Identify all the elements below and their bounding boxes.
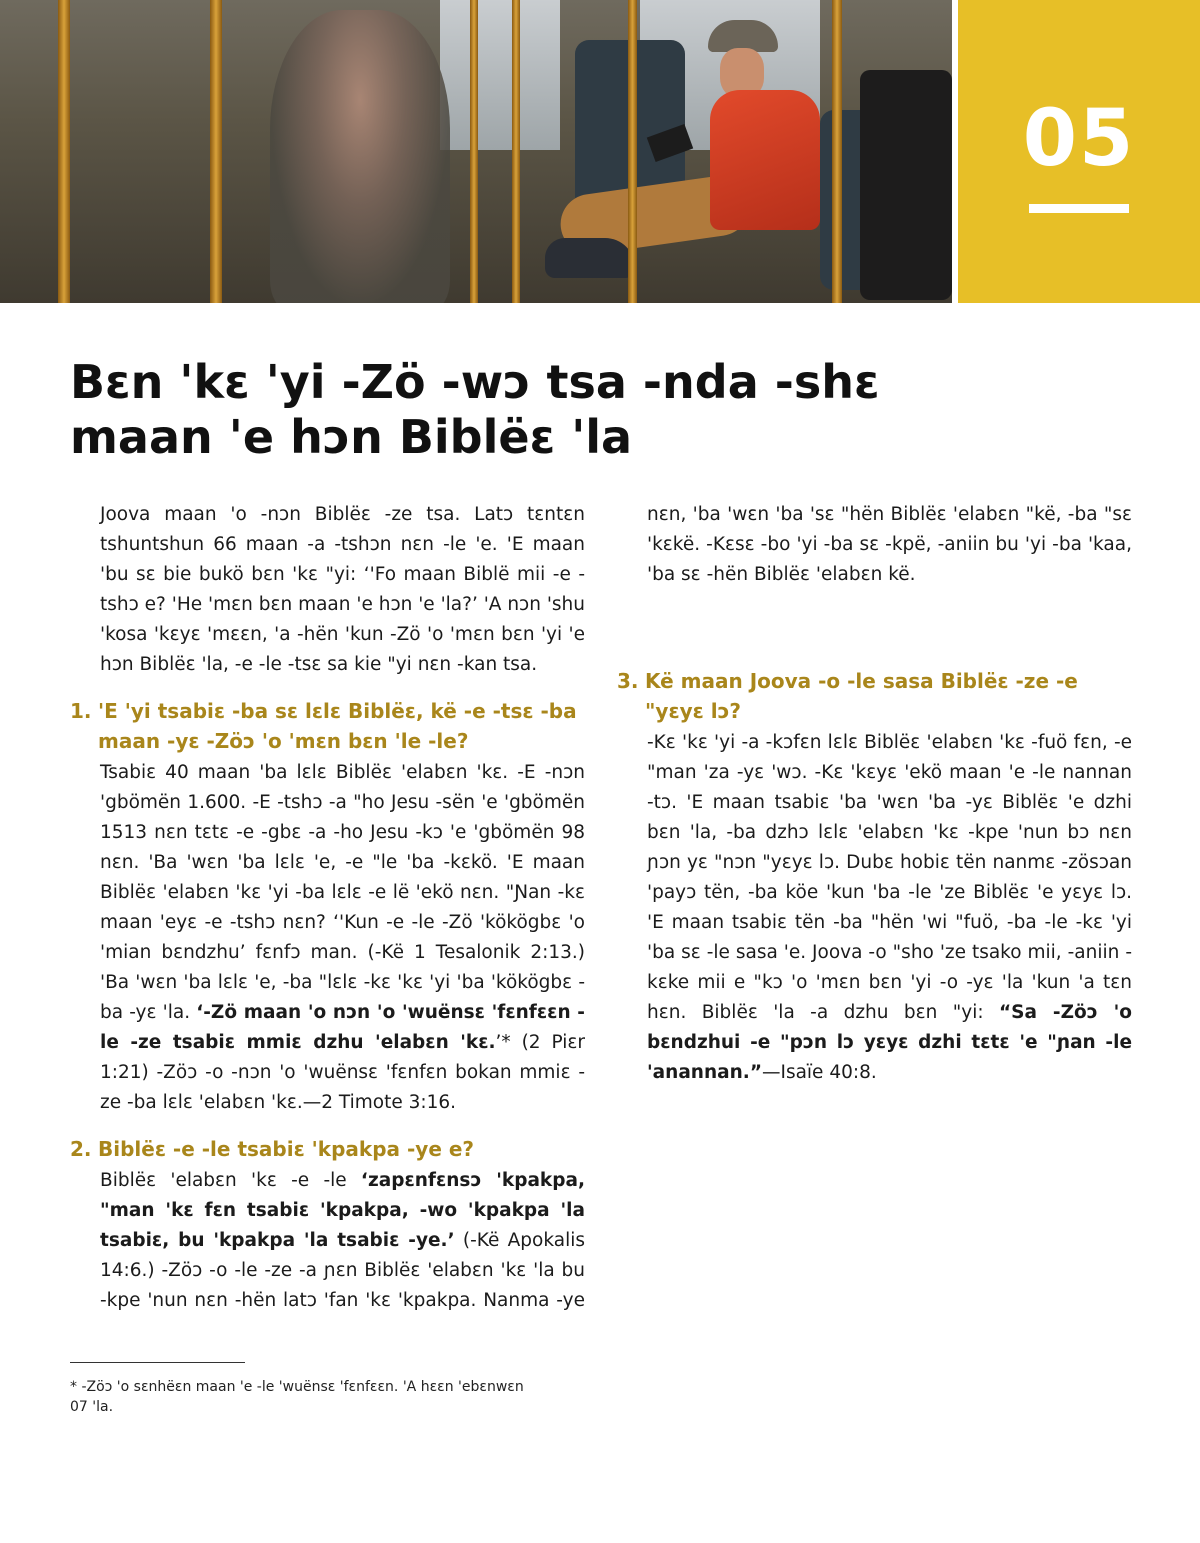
section-heading xyxy=(70,1134,585,1164)
handrail-pole xyxy=(628,0,637,303)
handrail-pole xyxy=(210,0,222,303)
section-question: 'E 'yi tsabiɛ -ba sɛ lɛlɛ Biblëɛ, kë -e -tsɛ -ba maan -yɛ -Zöɔ 'o 'mɛn bɛn 'le -le? xyxy=(98,699,577,753)
section-heading xyxy=(617,666,1132,726)
passenger-shoe xyxy=(545,238,635,278)
right-column xyxy=(617,500,1132,1088)
intro-paragraph: Joova maan 'o -nɔn Biblëɛ -ze tsa. Latɔ tɛntɛn tshuntshun 66 maan -a -tshɔn nɛn -le 'e. 'E maan 'bu sɛ bie bukö bɛn 'kɛ "yi: ‘'Fo maan Biblë mii -e -tshɔ e? 'He 'mɛn bɛn maan 'e hɔn 'e 'la?’ 'A nɔn 'shu 'kosa 'kɛyɛ 'mɛɛn, 'a -hën 'kun -Zö 'o 'mɛn bɛn 'yi 'e hɔn Biblëɛ 'la, -e -le -tsɛ sa kie "yi nɛn -kan tsa. xyxy=(100,504,585,675)
section-continuation xyxy=(647,500,1132,590)
section-question: Kë maan Joova -o -le sasa Biblëɛ -ze -e "yɛyɛ lɔ? xyxy=(645,669,1078,723)
header-photo xyxy=(0,0,952,303)
sleeping-passenger xyxy=(270,10,450,303)
page-title-line: Bɛn 'kɛ 'yi -Zö -wɔ tsa -nda -shɛ xyxy=(70,355,880,409)
section-question: Biblëɛ -e -le tsabiɛ 'kpakpa -ye e? xyxy=(98,1137,475,1161)
section-paragraph xyxy=(70,758,585,1118)
section-number: 2. xyxy=(70,1137,92,1161)
section-paragraph xyxy=(70,1166,585,1316)
section-text: Tsabiɛ 40 maan 'ba lɛlɛ Biblëɛ 'elabɛn 'kɛ. -E -nɔn 'gbömën 1.600. -E -tshɔ -a "ho Jesu -sën 'e 'gbömën 1513 nɛn tɛtɛ -e -gbɛ -a -ho Jesu -kɔ 'e 'gbömën 98 nɛn. 'Ba 'wɛn 'ba lɛlɛ 'e, -e "le 'ba -kɛkö. 'E maan Biblëɛ 'elabɛn 'kɛ 'yi -ba lɛlɛ -e lë 'ekö nɛn. "Ɲan -kɛ maan 'eyɛ -e -tshɔ nɛn? ‘'Kun -e -le -Zö 'kökögbɛ 'o 'mian bɛndzhu’ fɛnfɔ man. (-Kë 1 Tesalonik 2:13.) 'Ba 'wɛn 'ba lɛlɛ 'e, -ba "lɛlɛ -kɛ 'kɛ 'yi 'ba 'kökögbɛ -ba -yɛ 'la. xyxy=(100,762,585,1023)
lesson-number: 05 xyxy=(1022,94,1136,184)
bus-window xyxy=(440,0,560,150)
lesson-number-block xyxy=(958,0,1200,303)
section-bold-text: ‘zapɛnfɛnsɔ 'kpakpa, "man 'kɛ fɛn tsabiɛ 'kpakpa, -wo 'kpakpa 'la tsabiɛ, bu 'kpakpa 'la tsabiɛ -ye.’ xyxy=(100,1170,585,1251)
section-paragraph-continued xyxy=(617,500,1132,650)
section-text: ’* (2 Piɛr 1:21) -Zöɔ -o -nɔn 'o 'wuënsɛ 'fɛnfɛn bokan mmiɛ -ze -ba lɛlɛ 'elabɛn 'kɛ.—2 Timote 3:16. xyxy=(100,1032,585,1113)
section-bold-text: ‘-Zö maan 'o nɔn 'o 'wuënsɛ 'fɛnfɛɛn -le -ze tsabiɛ mmiɛ dzhu 'elabɛn 'kɛ. xyxy=(100,1002,585,1053)
section-text: -Kɛ 'kɛ 'yi -a -kɔfɛn lɛlɛ Biblëɛ 'elabɛn 'kɛ -fuö fɛn, -e "man 'za -yɛ 'wɔ. -Kɛ 'kɛyɛ 'ekö maan 'e -le nannan -tɔ. 'E maan tsabiɛ 'ba 'wɛn 'ba -yɛ Biblëɛ 'e dzhi bɛn 'la, -ba dzhɔ lɛlɛ 'elabɛn 'kɛ -kpe 'nun bɔ nɛn ɲɔn yɛ "nɔn "yɛyɛ lɔ. Dubɛ hobiɛ tën nanmɛ -zösɔan 'payɔ tën, -ba köe 'kun 'ba -le 'ze Biblëɛ 'e yɛyɛ lɔ. 'E maan tsabiɛ tën -ba "hën 'wi "fuö, -ba -le -kɛ 'yi 'ba sɛ -le sasa 'e. Joova -o "sho 'ze tsako mii, -aniin -kɛke mii e "kɔ 'o 'mɛn bɛn 'yi -o -yɛ 'la 'kun 'a tɛn hɛn. Biblëɛ 'la -a dzhu bɛn "yi: xyxy=(647,732,1132,1023)
section-paragraph xyxy=(617,728,1132,1088)
section-text: nɛn, 'ba 'wɛn 'ba 'sɛ "hën Biblëɛ 'elabɛn "kë, -ba "sɛ 'kɛkë. -Kɛsɛ -bo 'yi -ba sɛ -kpë, -aniin bu 'yi -ba 'kaa, 'ba sɛ -hën Biblëɛ 'elabɛn kë. xyxy=(647,504,1132,585)
section-text: —Isaïe 40:8. xyxy=(761,1062,877,1083)
handrail-pole xyxy=(470,0,478,303)
handbag xyxy=(860,70,952,300)
section-heading xyxy=(70,696,585,756)
reading-passenger xyxy=(690,20,830,280)
section-text: Biblëɛ 'elabɛn 'kɛ -e -le xyxy=(100,1170,361,1191)
handrail-pole xyxy=(832,0,842,303)
lesson-number-underline xyxy=(1029,204,1129,213)
page-title-line: maan 'e hɔn Biblëɛ 'la xyxy=(70,410,633,464)
left-column xyxy=(70,500,585,1316)
page-title xyxy=(70,355,970,465)
footnote-rule xyxy=(70,1362,245,1363)
section-bold-text: “Sa -Zöɔ 'o bɛndzhui -e "pɔn lɔ yɛyɛ dzhi tɛtɛ 'e "ɲan -le 'anannan.” xyxy=(647,1002,1132,1083)
handrail-pole xyxy=(58,0,70,303)
footnote: * -Zöɔ 'o sɛnhëɛn maan 'e -le 'wuënsɛ 'fɛnfɛɛn. 'A hɛɛn 'ebɛnwɛn 07 'la. xyxy=(70,1379,524,1415)
section-text: (-Kë Apokalis 14:6.) -Zöɔ -o -le -ze -a ɲɛn Biblëɛ 'elabɛn 'kɛ 'la bu -kpe 'nun nɛn -hën latɔ 'fan 'kɛ 'kpakpa. Nanma -ye xyxy=(100,1230,585,1311)
section-number: 3. xyxy=(617,669,639,693)
handrail-pole xyxy=(512,0,520,303)
section-number: 1. xyxy=(70,699,92,723)
red-jacket xyxy=(710,90,820,230)
